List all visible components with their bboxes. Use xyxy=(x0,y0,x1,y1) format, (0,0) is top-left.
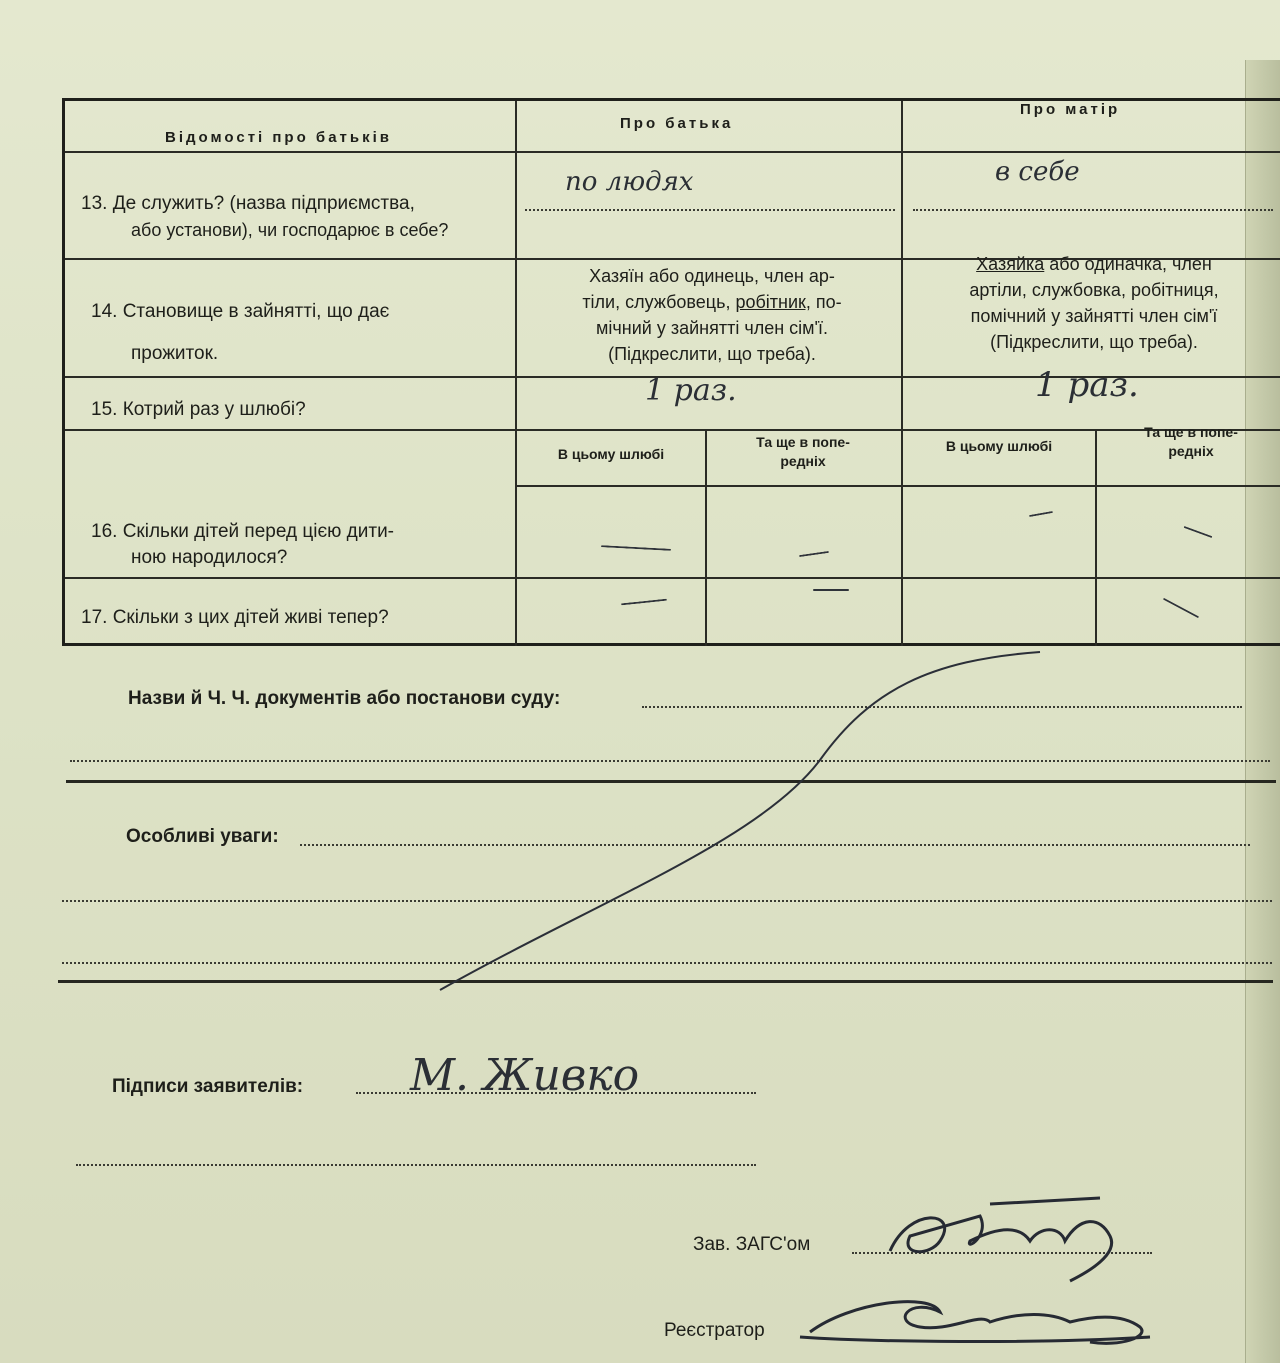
subheader-text: Та ще в попе- xyxy=(756,434,850,450)
question-text: Скільки дітей перед цією дити- xyxy=(122,521,395,542)
question-text: ною народилося? xyxy=(131,547,288,568)
question-text: Скільки з цих дітей живі тепер? xyxy=(112,607,389,628)
question-number: 14. xyxy=(91,301,118,322)
registrar-signature xyxy=(790,1282,1190,1362)
selected-option: робітник, xyxy=(735,292,811,312)
registrar-label: Реєстратор xyxy=(664,1320,765,1341)
documents-label: Назви й Ч. Ч. документів або постанови суду: xyxy=(128,688,561,709)
header-father: Про батька xyxy=(620,115,734,132)
header-mother: Про матір xyxy=(1020,101,1121,118)
question-number: 13. xyxy=(81,193,108,214)
option-text: або одиначка, член xyxy=(1044,254,1212,274)
signatures-fill-line xyxy=(76,1164,756,1166)
mother-workplace-value: в себе xyxy=(995,157,1080,187)
option-text: тіли, службовець, xyxy=(582,292,736,312)
applicant-signature: М. Живко xyxy=(410,1050,640,1101)
question-number: 15. xyxy=(91,399,118,420)
option-text: (Підкреслити, що треба). xyxy=(608,344,816,364)
question-number: 17. xyxy=(81,607,108,628)
option-text: артіли, службовка, робітниця, xyxy=(969,280,1219,300)
signatures-label: Підписи заявителів: xyxy=(112,1076,304,1097)
subheader-text: редніх xyxy=(1168,443,1214,459)
selected-option: Хазяйка xyxy=(976,254,1045,274)
option-text: по- xyxy=(810,292,842,312)
option-text: мічний у зайнятті член сім'ї. xyxy=(596,318,828,338)
header-parents-info: Відомості про батьків xyxy=(165,129,392,146)
father-workplace-value: по людях xyxy=(565,167,694,197)
subheader-this-marriage: В цьому шлюбі xyxy=(557,446,665,462)
option-text: Хазяїн або одинець, член ар- xyxy=(589,266,835,286)
head-registry-signature xyxy=(870,1196,1170,1286)
option-text: (Підкреслити, що треба). xyxy=(990,332,1198,352)
mother-marriage-count-value: 1 раз. xyxy=(1035,365,1139,405)
option-text: помічний у зайнятті член сім'ї xyxy=(970,306,1218,326)
question-text: Котрий раз у шлюбі? xyxy=(122,399,306,420)
subheader-text: Та ще в попе- xyxy=(1144,424,1238,440)
question-text: або установи), чи господарює в себе? xyxy=(131,220,449,240)
question-number: 16. xyxy=(91,521,118,542)
subheader-this-marriage: В цьому шлюбі xyxy=(945,438,1053,454)
subheader-text: редніх xyxy=(780,453,826,469)
question-text: Де служить? (назва підприємства, xyxy=(112,193,415,214)
head-registry-label: Зав. ЗАГС'ом xyxy=(693,1234,811,1255)
question-text: прожиток. xyxy=(131,343,219,364)
father-marriage-count-value: 1 раз. xyxy=(645,373,737,408)
remarks-label: Особливі уваги: xyxy=(126,826,279,847)
question-text: Становище в зайнятті, що дає xyxy=(122,301,390,322)
